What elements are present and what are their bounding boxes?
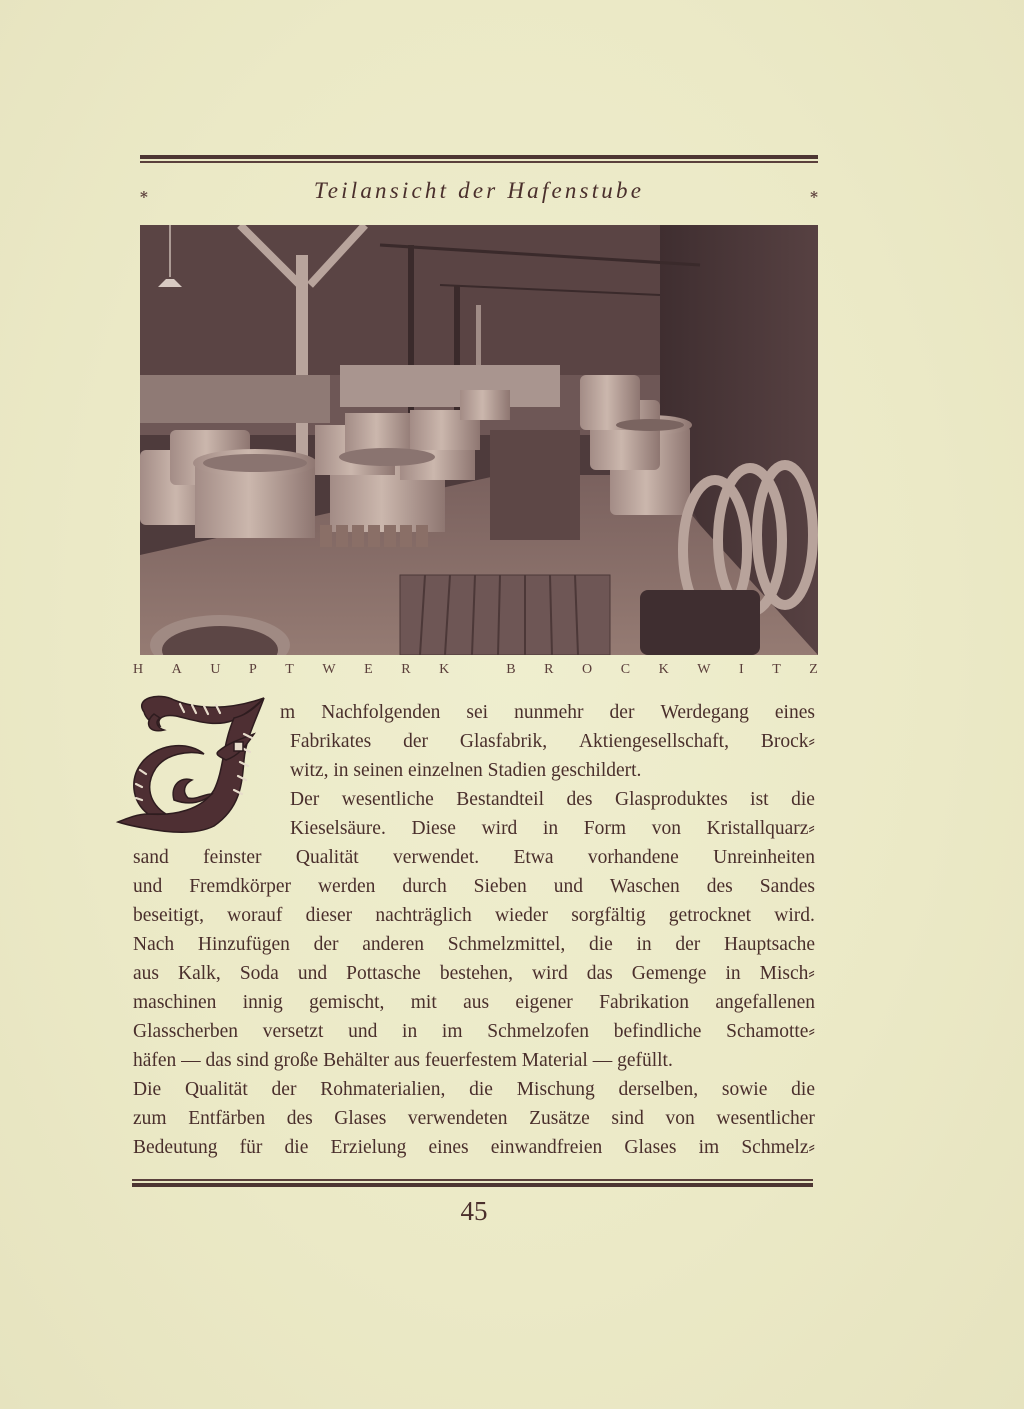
caption-letter: K [439, 662, 450, 677]
text-line [133, 1075, 815, 1104]
word: nunmehr [514, 702, 584, 723]
caption-letter: P [248, 662, 257, 677]
word: sorgfältig [571, 905, 646, 926]
text-line [290, 814, 815, 843]
word: dieser [305, 905, 353, 926]
word: des [566, 789, 593, 810]
word: Waschen [609, 876, 680, 897]
word: Etwa [513, 847, 554, 868]
word: Entfärben [188, 1108, 266, 1129]
word: für [239, 1137, 263, 1158]
caption-letter: Z [809, 662, 818, 677]
word: der [403, 731, 429, 752]
photograph-hafenstube [140, 225, 818, 655]
text-line [290, 785, 815, 814]
word: im [441, 1021, 463, 1042]
word: mit [410, 992, 437, 1013]
word: bestehen, [439, 963, 513, 984]
text-line [133, 901, 815, 930]
asterism-ornament-icon: ⁎ [810, 184, 818, 202]
word: derselben, [618, 1079, 699, 1100]
word: aus [133, 963, 159, 984]
text-line [133, 959, 815, 988]
word: wird. [774, 905, 815, 926]
word: die [791, 1079, 815, 1100]
page-number: 45 [460, 1196, 488, 1226]
word: Die [133, 1079, 162, 1100]
word: sei [466, 702, 489, 723]
top-rule-thin [140, 161, 818, 163]
word: Zusätze [529, 1108, 590, 1129]
word: Sandes [759, 876, 815, 897]
word: und [297, 963, 328, 984]
word: Schmelzofen [487, 1021, 590, 1042]
caption-letter: T [772, 662, 781, 677]
word: Glases [334, 1108, 387, 1129]
text-line [133, 988, 815, 1017]
caption-letter: H [133, 662, 144, 677]
bottom-rule-thick [132, 1183, 813, 1187]
word: Unreinheiten [713, 847, 815, 868]
word: die [284, 1137, 309, 1158]
word: aus [463, 992, 490, 1013]
word: gemischt, [309, 992, 385, 1013]
photo-illustration [140, 225, 818, 655]
word: Werdegang [660, 702, 749, 723]
word: Schmelz⸗ [741, 1137, 815, 1158]
word: das [586, 963, 613, 984]
word: des [286, 1108, 313, 1129]
word: innig [242, 992, 283, 1013]
word: versetzt [262, 1021, 324, 1042]
caption-letter: A [171, 662, 182, 677]
word: befindliche [613, 1021, 702, 1042]
word: in [636, 934, 652, 955]
word: Hauptsache [724, 934, 815, 955]
text-line: häfen — das sind große Behälter aus feuerfestem Material — gefüllt. [133, 1050, 673, 1071]
word: des [706, 876, 733, 897]
word: Aktiengesellschaft, [578, 731, 729, 752]
word: Brock⸗ [760, 731, 815, 752]
word: Soda [239, 963, 279, 984]
word: der [675, 934, 701, 955]
text-line [133, 930, 815, 959]
text-line [280, 698, 815, 727]
word: und [348, 1021, 378, 1042]
word: Kieselsäure. [290, 818, 386, 839]
word: anderen [362, 934, 424, 955]
caption-letter: R [544, 662, 554, 677]
text-line [133, 1104, 815, 1133]
plate-header [140, 178, 818, 212]
caption-letter: K [658, 662, 669, 677]
word: Schmelzmittel, [447, 934, 566, 955]
word: Diese [411, 818, 456, 839]
word: eigener [515, 992, 573, 1013]
word: sind [611, 1108, 644, 1129]
word: beseitigt, [133, 905, 204, 926]
word: in [402, 1021, 418, 1042]
word: wird [531, 963, 568, 984]
text-line [133, 1133, 815, 1162]
caption-letter: W [697, 662, 711, 677]
bottom-rule-thin [132, 1179, 813, 1181]
word: Glasfabrik, [459, 731, 548, 752]
word: vorhandene [587, 847, 679, 868]
word: die [791, 789, 815, 810]
word: Sieben [473, 876, 527, 897]
word: Fabrikates [290, 731, 372, 752]
word: Form [583, 818, 627, 839]
word: von [665, 1108, 695, 1129]
word: Nachfolgenden [321, 702, 441, 723]
word: eines [774, 702, 815, 723]
word: Schamotte⸗ [726, 1021, 815, 1042]
caption-letter: C [620, 662, 631, 677]
word: wesentliche [341, 789, 434, 810]
top-rule-thick [140, 155, 818, 159]
word: im [698, 1137, 720, 1158]
word: Rohmaterialien, [320, 1079, 446, 1100]
caption-letter: R [401, 662, 411, 677]
word: Qualität [295, 847, 359, 868]
word: der [609, 702, 635, 723]
text-line [133, 872, 815, 901]
caption-letter: T [285, 662, 294, 677]
word: und [553, 876, 583, 897]
text-line [133, 843, 815, 872]
word: getrocknet [668, 905, 752, 926]
word: verwendeten [407, 1108, 508, 1129]
word: der [271, 1079, 297, 1100]
caption-letter: O [582, 662, 593, 677]
word: Kristallquarz⸗ [706, 818, 815, 839]
word: angefallenen [715, 992, 815, 1013]
plate-caption [133, 662, 818, 682]
text-line [290, 727, 815, 756]
caption-letter: I [738, 662, 744, 677]
asterism-ornament-icon: ⁎ [140, 184, 148, 202]
word: Kalk, [178, 963, 221, 984]
word: nachträglich [375, 905, 472, 926]
word: maschinen [133, 992, 217, 1013]
text-line: witz, in seinen einzelnen Stadien geschildert. [290, 760, 642, 781]
word: wird [481, 818, 518, 839]
word: durch [402, 876, 447, 897]
word: die [588, 934, 613, 955]
word: Pottasche [346, 963, 421, 984]
word: von [651, 818, 681, 839]
caption-letter: B [506, 662, 516, 677]
word: feinster [203, 847, 262, 868]
word: wesentlicher [716, 1108, 815, 1129]
word: verwendet. [393, 847, 480, 868]
word: Fabrikation [599, 992, 690, 1013]
word: Fremdkörper [189, 876, 292, 897]
word: Glases [624, 1137, 677, 1158]
text-line [133, 1017, 815, 1046]
word: m [280, 702, 296, 723]
plate-title: Teilansicht der Hafenstube [313, 178, 645, 203]
caption-letter: U [210, 662, 221, 677]
word: Bedeutung [133, 1137, 218, 1158]
word: und [133, 876, 163, 897]
word: einwandfreien [490, 1137, 603, 1158]
caption-letter: E [364, 662, 373, 677]
word: in [542, 818, 559, 839]
word: sand [133, 847, 169, 868]
word: zum [133, 1108, 167, 1129]
word: Glasproduktes [615, 789, 728, 810]
word: Bestandteil [456, 789, 545, 810]
word: werden [317, 876, 376, 897]
word: ist [750, 789, 769, 810]
word: wieder [494, 905, 548, 926]
ornamental-drop-cap-j-icon [114, 690, 280, 836]
word: sowie [721, 1079, 768, 1100]
word: Nach [133, 934, 175, 955]
word: Misch⸗ [759, 963, 815, 984]
word: die [469, 1079, 493, 1100]
word: der [313, 934, 339, 955]
word: worauf [227, 905, 283, 926]
word: Glasscherben [133, 1021, 239, 1042]
word: Gemenge [631, 963, 707, 984]
word: eines [428, 1137, 469, 1158]
word: Qualität [184, 1079, 248, 1100]
word: Hinzufügen [197, 934, 290, 955]
word: Mischung [516, 1079, 595, 1100]
word: Der [290, 789, 320, 810]
caption-letter: W [322, 662, 336, 677]
word: in [725, 963, 741, 984]
word: Erzielung [330, 1137, 407, 1158]
